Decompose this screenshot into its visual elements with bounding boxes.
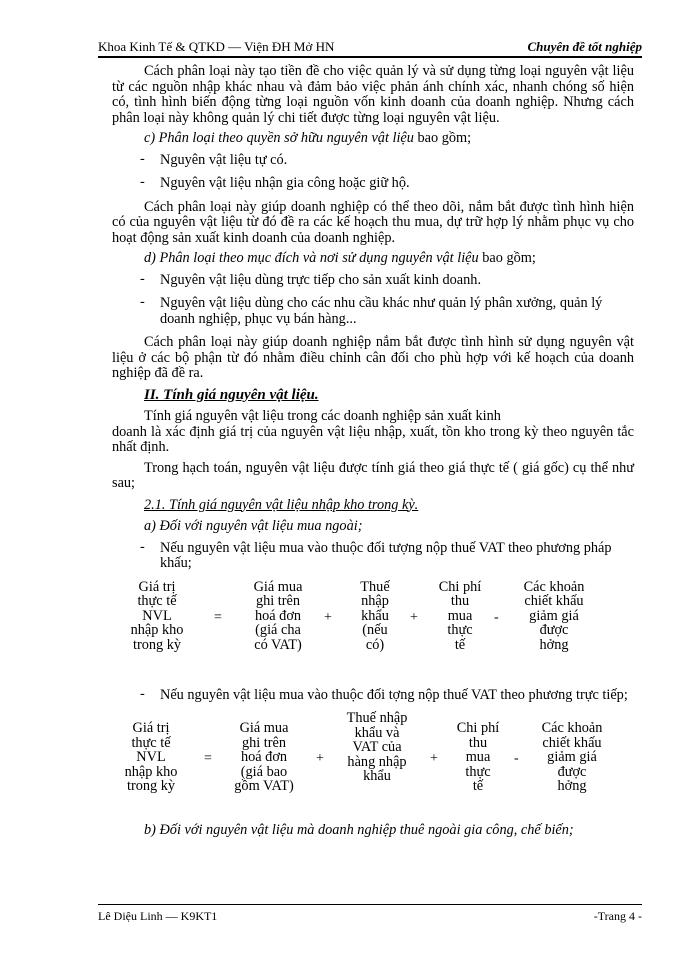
- formula-operator: =: [214, 609, 222, 625]
- bullet-dash-icon: -: [140, 150, 145, 167]
- list-item: - Nguyên vật liệu nhận gia công hoặc giữ hộ.: [140, 174, 410, 191]
- page-header: [98, 38, 642, 58]
- header-right: Chuyên đề tốt nghiệp: [527, 39, 642, 54]
- section-heading: II. Tính giá nguyên vật liệu.: [144, 386, 319, 403]
- formula-term: Giá trị thực tế NVL nhập kho trong kỳ: [130, 578, 184, 653]
- list-item: - Nguyên vật liệu dùng trực tiếp cho sản xuất kinh doanh.: [140, 270, 482, 288]
- formula-operator: =: [204, 751, 212, 766]
- page-number: -Trang 4 -: [593, 909, 642, 923]
- formula-operator: +: [324, 609, 332, 625]
- formula-operator: -: [494, 609, 499, 625]
- list-item: - Nếu nguyên vật liệu mua vào thuộc đối tượng nộp thuế VAT theo phương pháp khấu;: [140, 538, 612, 571]
- paragraph: Tính giá nguyên vật liệu trong các doanh nghiệp sản xuất kinh: [144, 408, 501, 424]
- formula-term: Các khoản chiết khấu giảm giá được hởng: [541, 720, 603, 794]
- formula-2: [112, 711, 634, 811]
- heading-b: b) Đối với nguyên vật liệu mà doanh nghiệp thuê ngoài gia công, chế biến;: [144, 822, 574, 838]
- formula-operator: +: [316, 751, 324, 766]
- bullet-dash-icon: -: [140, 174, 145, 190]
- formula-1: [112, 580, 634, 676]
- bullet-dash-icon: -: [140, 270, 145, 287]
- paragraph: doanh là xác định giá trị của nguyên vật liệu nhập, xuất, tồn kho trong kỳ theo nguyên tắc nhất định.: [112, 423, 634, 455]
- header-left: Khoa Kinh Tế & QTKD — Viện ĐH Mở HN: [98, 39, 335, 54]
- list-item: - Nguyên vật liệu dùng cho các nhu cầu khác như quản lý phân xưởng, quản lý doanh nghiệp, phục vụ bán hàng...: [140, 294, 603, 327]
- bullet-dash-icon: -: [140, 685, 145, 702]
- bullet-dash-icon: -: [140, 538, 145, 555]
- formula-term: Thuế nhập khẩu và VAT của hàng nhập khẩu: [346, 710, 408, 784]
- formula-operator: -: [514, 751, 519, 766]
- paragraph: Cách phân loại này giúp doanh nghiệp có thể theo dõi, nắm bắt được tình hình hiện có của nguyên vật liệu từ đó đề ra các kế hoạch thu mua, dự trữ hợp lý nhằm phục vụ cho hoạt động sản xuất kinh doanh của doanh nghiệp.: [112, 198, 634, 246]
- formula-term: Chi phí thu mua thực tế: [456, 720, 500, 794]
- footer-author: Lê Diệu Linh — K9KT1: [98, 909, 218, 923]
- list-item: - Nếu nguyên vật liệu mua vào thuộc đối tợng nộp thuế VAT theo phương trực tiếp;: [140, 685, 628, 703]
- formula-operator: +: [430, 751, 438, 766]
- heading-d: d) Phân loại theo mục đích và nơi sử dụng nguyên vật liệu bao gồm;: [144, 250, 536, 266]
- paragraph: Cách phân loại này giúp doanh nghiệp nắm bắt được tình hình sử dụng nguyên vật liệu ở các bộ phận từ đó nhằm điều chỉnh cân đối cho phù hợp với kế hoạch của doanh nghiệp đã đề ra.: [112, 334, 634, 381]
- formula-term: Giá trị thực tế NVL nhập kho trong kỳ: [124, 720, 178, 794]
- formula-term: Giá mua ghi trên hoá đơn (giá cha có VAT): [253, 578, 303, 653]
- page-footer: [98, 904, 642, 923]
- list-item: - Nguyên vật liệu tự có.: [140, 150, 288, 168]
- paragraph: Trong hạch toán, nguyên vật liệu được tính giá theo giá thực tế ( giá gốc) cụ thể như sau;: [112, 459, 634, 491]
- formula-term: Giá mua ghi trên hoá đơn (giá bao gồm VAT): [234, 720, 294, 794]
- heading-a: a) Đối với nguyên vật liệu mua ngoài;: [144, 518, 363, 534]
- paragraph: Cách phân loại này tạo tiền đề cho việc quản lý và sử dụng từng loại nguyên vật liệu từ các nguồn nhập khác nhau và đảm bảo việc phản ánh chính xác, nhanh chóng số hiện có, tình hình biến động từng loại nguồn vốn kinh doanh của doanh nghiệp. Nhưng cách phân loại này không quản lý chi tiết được từng loại nguyên vật liệu.: [112, 63, 634, 126]
- bullet-dash-icon: -: [140, 294, 145, 310]
- subsection-heading: 2.1. Tính giá nguyên vật liệu nhập kho trong kỳ.: [144, 496, 419, 513]
- formula-term: Chi phí thu mua thực tế: [438, 578, 482, 653]
- formula-term: Thuế nhập khẩu (nếu có): [360, 578, 390, 653]
- formula-operator: +: [410, 609, 418, 625]
- document-body: [112, 64, 634, 839]
- formula-term: Các khoản chiết khấu giảm giá được hởng: [523, 578, 585, 653]
- heading-c: c) Phân loại theo quyền sở hữu nguyên vật liệu bao gồm;: [144, 130, 472, 146]
